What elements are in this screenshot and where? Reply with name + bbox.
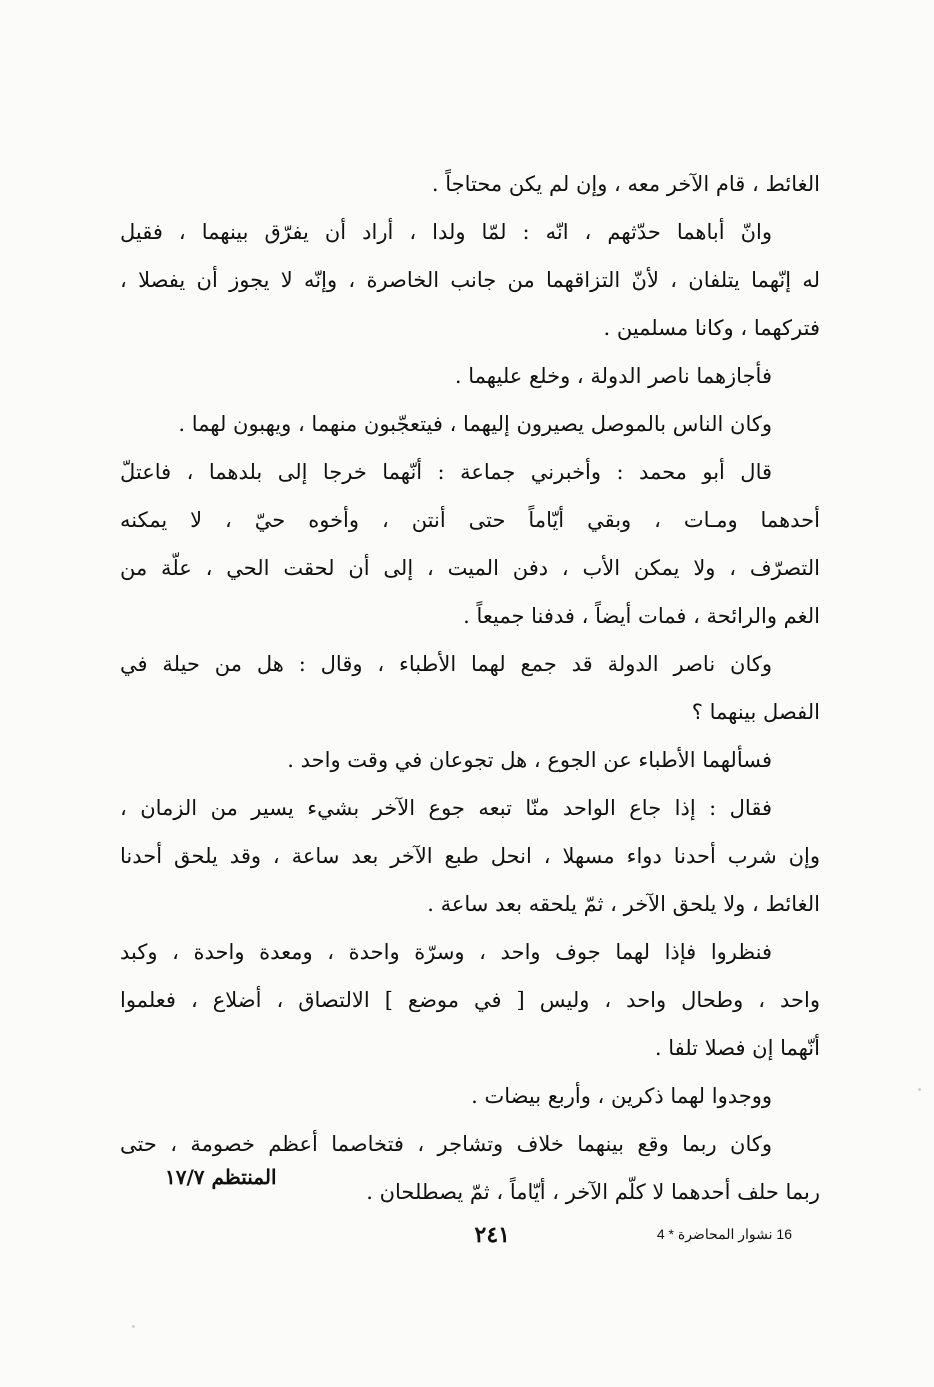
text-line: فنظروا فإذا لهما جوف واحد ، وسرّة واحدة ، ومعدة واحدة ، وكبد bbox=[120, 940, 772, 964]
text-line: أنّهما إن فصلا تلفا . bbox=[654, 1036, 820, 1060]
text-line: واحد ، وطحال واحد ، وليس [ في موضع ] الالتصاق ، أضلاع ، فعلموا bbox=[120, 988, 820, 1012]
text-line: وإن شرب أحدنا دواء مسهلا ، انحل طبع الآخر بعد ساعة ، وقد يلحق أحدنا bbox=[120, 844, 820, 868]
paragraph bbox=[120, 736, 820, 784]
scan-speck bbox=[132, 1325, 135, 1328]
text-line: وكان ربما وقع بينهما خلاف وتشاجر ، فتخاصما أعظم خصومة ، حتى bbox=[120, 1132, 772, 1156]
body-text bbox=[120, 160, 820, 1216]
text-line: الغائط ، ولا يلحق الآخر ، ثمّ يلحقه بعد ساعة . bbox=[427, 892, 820, 916]
signature-mark: 16 نشوار المحاضرة * 4 bbox=[656, 1226, 792, 1242]
text-line: وكان الناس بالموصل يصيرون إليهما ، فيتعجّبون منهما ، ويهبون لهما . bbox=[178, 412, 772, 436]
scan-speck bbox=[918, 1088, 921, 1091]
text-line: التصرّف ، ولا يمكن الأب ، دفن الميت ، إلى أن لحقت الحي ، علّة من bbox=[120, 556, 820, 580]
paragraph bbox=[120, 1072, 820, 1120]
text-line: ربما حلف أحدهما لا كلّم الآخر ، أيّاماً ، ثمّ يصطلحان . bbox=[366, 1180, 820, 1204]
paragraph bbox=[120, 784, 820, 928]
page-number: ٢٤١ bbox=[474, 1222, 510, 1248]
paragraph bbox=[120, 928, 820, 1072]
text-line: فأجازهما ناصر الدولة ، وخلع عليهما . bbox=[454, 364, 772, 388]
text-line: فسألهما الأطباء عن الجوع ، هل تجوعان في وقت واحد . bbox=[287, 748, 772, 772]
text-line: وانّ أباهما حدّثهم ، انّه : لمّا ولدا ، أراد أن يفرّق بينهما ، فقيل bbox=[120, 220, 772, 244]
text-line: قال أبو محمد : وأخبرني جماعة : أنّهما خرجا إلى بلدهما ، فاعتلّ bbox=[120, 460, 772, 484]
text-line: ووجدوا لهما ذكرين ، وأربع بيضات . bbox=[471, 1084, 772, 1108]
text-line: له إنّهما يتلفان ، لأنّ التزاقهما من جانب الخاصرة ، وإنّه لا يجوز أن يفصلا ، bbox=[120, 268, 820, 292]
text-line: فقال : إذا جاع الواحد منّا تبعه جوع الآخر بشيء يسير من الزمان ، bbox=[120, 796, 772, 820]
source-reference: المنتظم ١٧/٧ bbox=[165, 1165, 277, 1189]
text-line: أحدهما ومـات ، وبقي أيّاماً حتى أنتن ، وأخوه حيّ ، لا يمكنه bbox=[120, 508, 820, 532]
text-line: الغم والرائحة ، فمات أيضاً ، فدفنا جميعاً . bbox=[463, 604, 820, 628]
paragraph bbox=[120, 448, 820, 640]
page-footer bbox=[400, 1222, 820, 1262]
text-line: وكان ناصر الدولة قد جمع لهما الأطباء ، وقال : هل من حيلة في bbox=[120, 652, 772, 676]
paragraph bbox=[120, 160, 820, 208]
paragraph bbox=[120, 352, 820, 400]
paragraph bbox=[120, 640, 820, 736]
paragraph bbox=[120, 400, 820, 448]
text-line: الفصل بينهما ؟ bbox=[691, 700, 820, 724]
text-line: فتركهما ، وكانا مسلمين . bbox=[603, 316, 820, 340]
paragraph bbox=[120, 208, 820, 352]
text-line: الغائط ، قام الآخر معه ، وإن لم يكن محتاجاً . bbox=[431, 172, 820, 196]
